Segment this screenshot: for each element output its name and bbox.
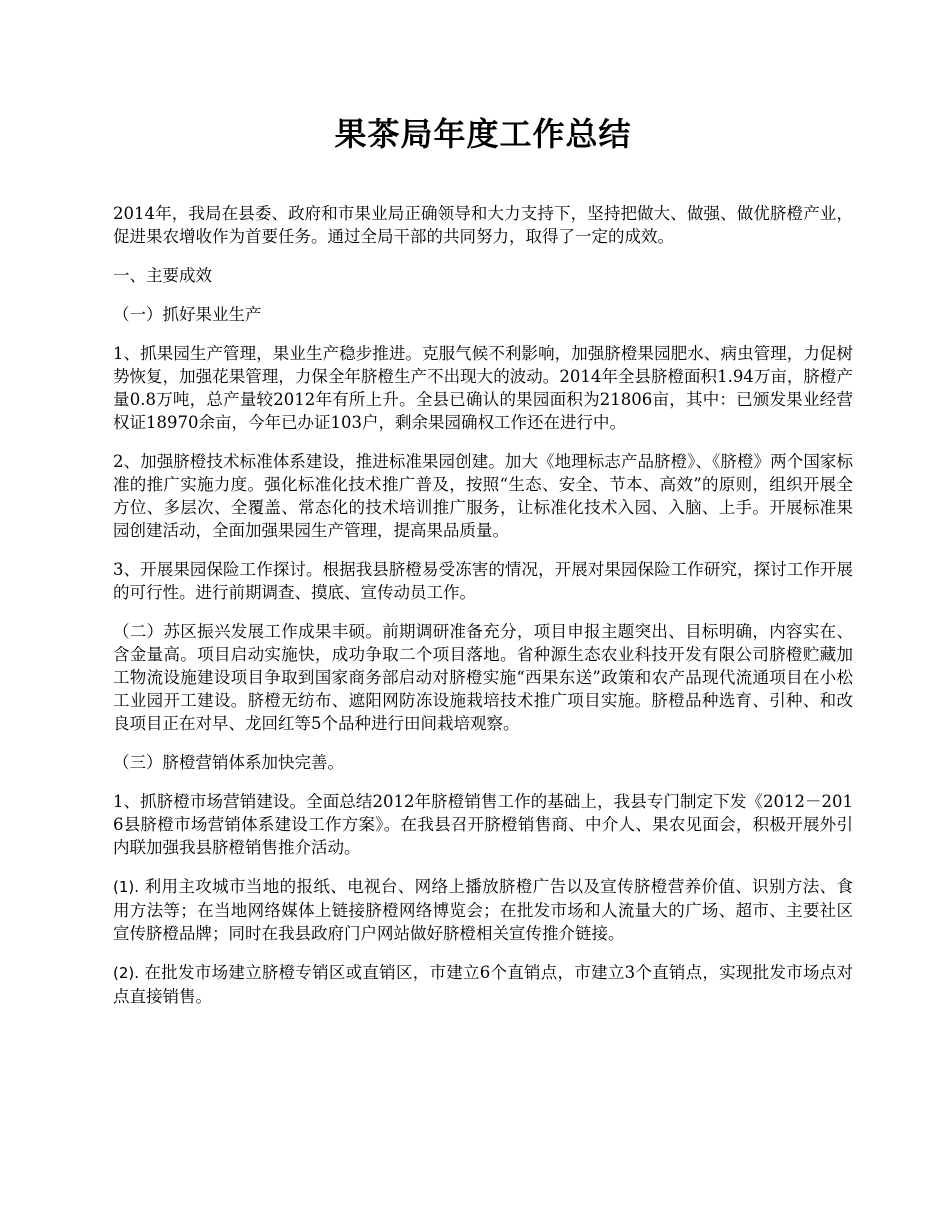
section-heading-main-results: 一、主要成效	[113, 266, 212, 285]
list-item-text: 利用主攻城市当地的报纸、电视台、网络上播放脐橙广告以及宣传脐橙营养价值、识别方法、食用方法等；在当地网络媒体上链接脐橙网络博览会；在批发市场和人流量大的广场、超市、主要社区宣传脐橙品牌；同时在我县政府门户网站做好脐橙相关宣传推介链接。	[113, 877, 853, 943]
paragraph-market-construction: 1、抓脐橙市场营销建设。全面总结2012年脐橙销售工作的基础上，我县专门制定下发《2012－2016县脐橙市场营销体系建设工作方案》。在我县召开脐橙销售商、中介人、果农见面会，积极开展外引内联加强我县脐橙销售推介活动。	[113, 792, 853, 857]
list-item-text: 在批发市场建立脐橙专销区或直销区，市建立6个直销点，市建立3个直销点，实现批发市场点对点直接销售。	[113, 963, 853, 1006]
document-title: 果茶局年度工作总结	[334, 115, 632, 153]
paragraph-orchard-management: 1、抓果园生产管理，果业生产稳步推进。克服气候不利影响，加强脐橙果园肥水、病虫管理，力促树势恢复，加强花果管理，力保全年脐橙生产不出现大的波动。2014年全县脐橙面积1.94万亩，脐橙产量0.8万吨，总产量较2012年有所上升。全县已确认的果园面积为21806亩，其中：已颁发果业经营权证18970余亩，今年已办证103户，剩余果园确权工作还在进行中。	[113, 344, 853, 432]
paragraph-technical-standards: 2、加强脐橙技术标准体系建设，推进标准果园创建。加大《地理标志产品脐橙》、《脐橙》两个国家标准的推广实施力度。强化标准化技术推广普及，按照“生态、安全、节本、高效”的原则，组织开展全方位、多层次、全覆盖、常态化的技术培训推广服务，让标准化技术入园、入脑、上手。开展标准果园创建活动，全面加强果园生产管理，提高果品质量。	[113, 452, 853, 540]
paragraph-soviet-area-revitalization: （二）苏区振兴发展工作成果丰硕。前期调研准备充分，项目申报主题突出、目标明确，内容实在、含金量高。项目启动实施快，成功争取二个项目落地。省种源生态农业科技开发有限公司脐橙贮藏加工物流设施建设项目争取到国家商务部启动对脐橙实施“西果东送”政策和农产品现代流通项目在小松工业园开工建设。脐橙无纺布、遮阳网防冻设施栽培技术推广项目实施。脐橙品种选育、引种、和改良项目正在对早、龙回红等5个品种进行田间栽培观察。	[113, 622, 853, 733]
document-page	[113, 108, 853, 1024]
subsection-heading-fruit-production: （一）抓好果业生产	[113, 305, 262, 324]
list-item-marker: (1).	[113, 878, 140, 896]
paragraph-orchard-insurance: 3、开展果园保险工作探讨。根据我县脐橙易受冻害的情况，开展对果园保险工作研究，探讨工作开展的可行性。进行前期调查、摸底、宣传动员工作。	[113, 560, 853, 602]
subsection-heading-marketing-system: （三）脐橙营销体系加快完善。	[113, 753, 344, 772]
list-item-marker: (2).	[113, 964, 140, 982]
list-item	[113, 875, 853, 945]
list-item	[113, 961, 853, 1008]
intro-paragraph: 2014年，我局在县委、政府和市果业局正确领导和大力支持下，坚持把做大、做强、做优脐橙产业，促进果农增收作为首要任务。通过全局干部的共同努力，取得了一定的成效。	[113, 204, 853, 246]
